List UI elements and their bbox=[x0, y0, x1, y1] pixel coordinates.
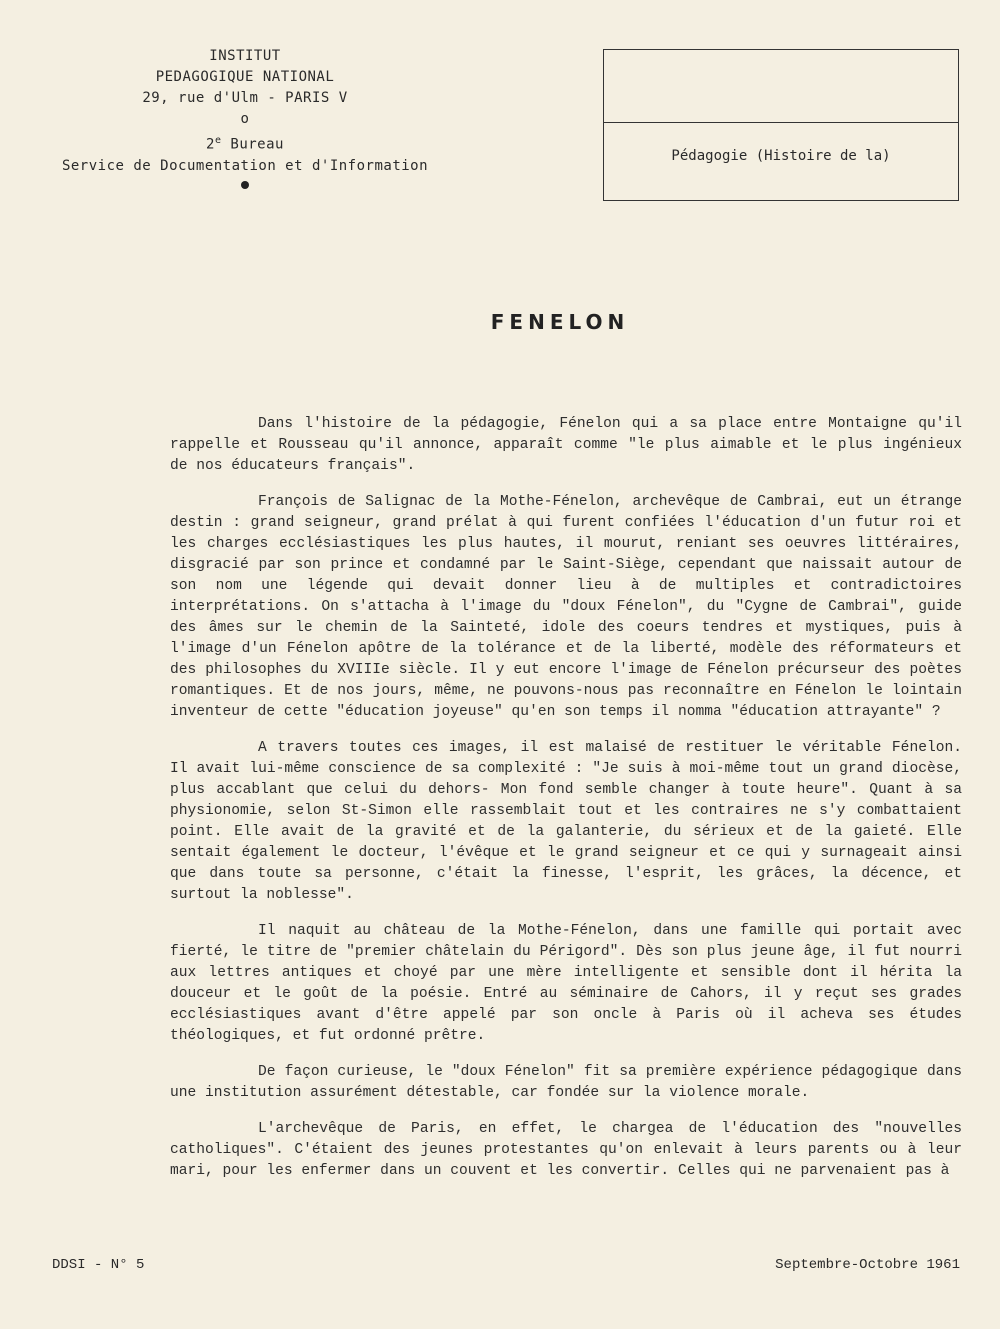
header-line-bureau bbox=[40, 130, 450, 156]
paragraph: François de Salignac de la Mothe-Fénelon, archevêque de Cambrai, eut un étrange destin : grand seigneur, grand prélat à qui furent confiées l'éducation d'un futur roi et les charges ecclésiastiques les plus hautes, il mourut, reniant ses oeuvres littéraires, disgracié par son prince et condamné par le Saint-Siège, cependant que naissait autour de son nom une légende qui devait donner lieu à de multiples et contradictoires interprétations. On s'attacha à l'image du "doux Fénelon", du "Cygne de Cambrai", guide des âmes sur le chemin de la Sainteté, idole des coeurs tendres et mystiques, puis à l'image d'un Fénelon apôtre de la tolérance et de la liberté, modèle des réformateurs et des philosophes du XVIIIe siècle. Il y eut encore l'image de Fénelon précurseur des poètes romantiques. Et de nos jours, même, ne pouvons-nous pas reconnaître en Fénelon le lointain inventeur de cette "éducation joyeuse" qu'en son temps il nomma "éducation attrayante" ? bbox=[170, 494, 962, 720]
paragraph: A travers toutes ces images, il est malaisé de restituer le véritable Fénelon. Il avait lui-même conscience de sa complexité : "Je suis à moi-même tout un grand diocèse, plus accablant que celui du dehors- Mon fond semble changer à toute heure". Quant à sa physionomie, selon St-Simon elle rassemblait tout et les contraires ne s'y combattaient point. Elle avait de la gravité et de la galanterie, du sérieux et de la gaieté. Elle sentait également le docteur, l'évêque et le grand seigneur et ce qui y surnageait ainsi que dans toute sa personne, c'était la finesse, l'esprit, les grâces, la décence, et surtout la noblesse". bbox=[170, 740, 962, 903]
header-line-pedagogique: PEDAGOGIQUE NATIONAL bbox=[155, 69, 335, 85]
paragraph: Dans l'histoire de la pédagogie, Fénelon qui a sa place entre Montaigne qu'il rappelle et Rousseau qu'il annonce, apparaît comme "le plus aimable et le plus ingénieux de nos éducateurs français". bbox=[170, 416, 962, 474]
bureau-word: Bureau bbox=[221, 136, 284, 153]
classification-box bbox=[603, 49, 959, 201]
header-line-service: Service de Documentation et d'Information bbox=[61, 157, 429, 174]
header-line-institut: INSTITUT bbox=[209, 48, 281, 64]
paragraph: De façon curieuse, le "doux Fénelon" fit sa première expérience pédagogique dans une institution assurément détestable, car fondée sur la violence morale. bbox=[170, 1064, 962, 1101]
classification-box-top bbox=[604, 50, 958, 123]
header-line-o: o bbox=[240, 111, 250, 127]
bureau-number: 2 bbox=[206, 136, 215, 153]
institution-header bbox=[40, 46, 450, 189]
bureau-superscript: e bbox=[214, 135, 222, 146]
footer-date: Septembre-Octobre 1961 bbox=[775, 1257, 960, 1273]
classification-label: Pédagogie (Histoire de la) bbox=[671, 148, 891, 164]
body-text bbox=[170, 414, 962, 1197]
header-line-address: 29, rue d'Ulm - PARIS V bbox=[142, 90, 348, 106]
footer-issue: DDSI - N° 5 bbox=[52, 1257, 145, 1273]
paragraph: Il naquit au château de la Mothe-Fénelon, dans une famille qui portait avec fierté, le titre de "premier châtelain du Périgord". Dès son plus jeune âge, il fut nourri aux lettres antiques et choyé par une mère intelligente et sensible dont il hérita la douceur et le goût de la poésie. Entré au séminaire de Cahors, il y reçut ses grades ecclésiastiques avant d'être appelé par son oncle à Paris où il acheva ses études théologiques, et fut ordonné prêtre. bbox=[170, 923, 962, 1044]
document-title: FENELON bbox=[490, 310, 630, 334]
bullet-icon bbox=[241, 181, 249, 189]
paragraph: L'archevêque de Paris, en effet, le chargea de l'éducation des "nouvelles catholiques". C'étaient des jeunes protestantes qu'on enlevait à leurs parents ou à leur mari, pour les enfermer dans un couvent et les convertir. Celles qui ne parvenaient pas à bbox=[170, 1121, 962, 1179]
